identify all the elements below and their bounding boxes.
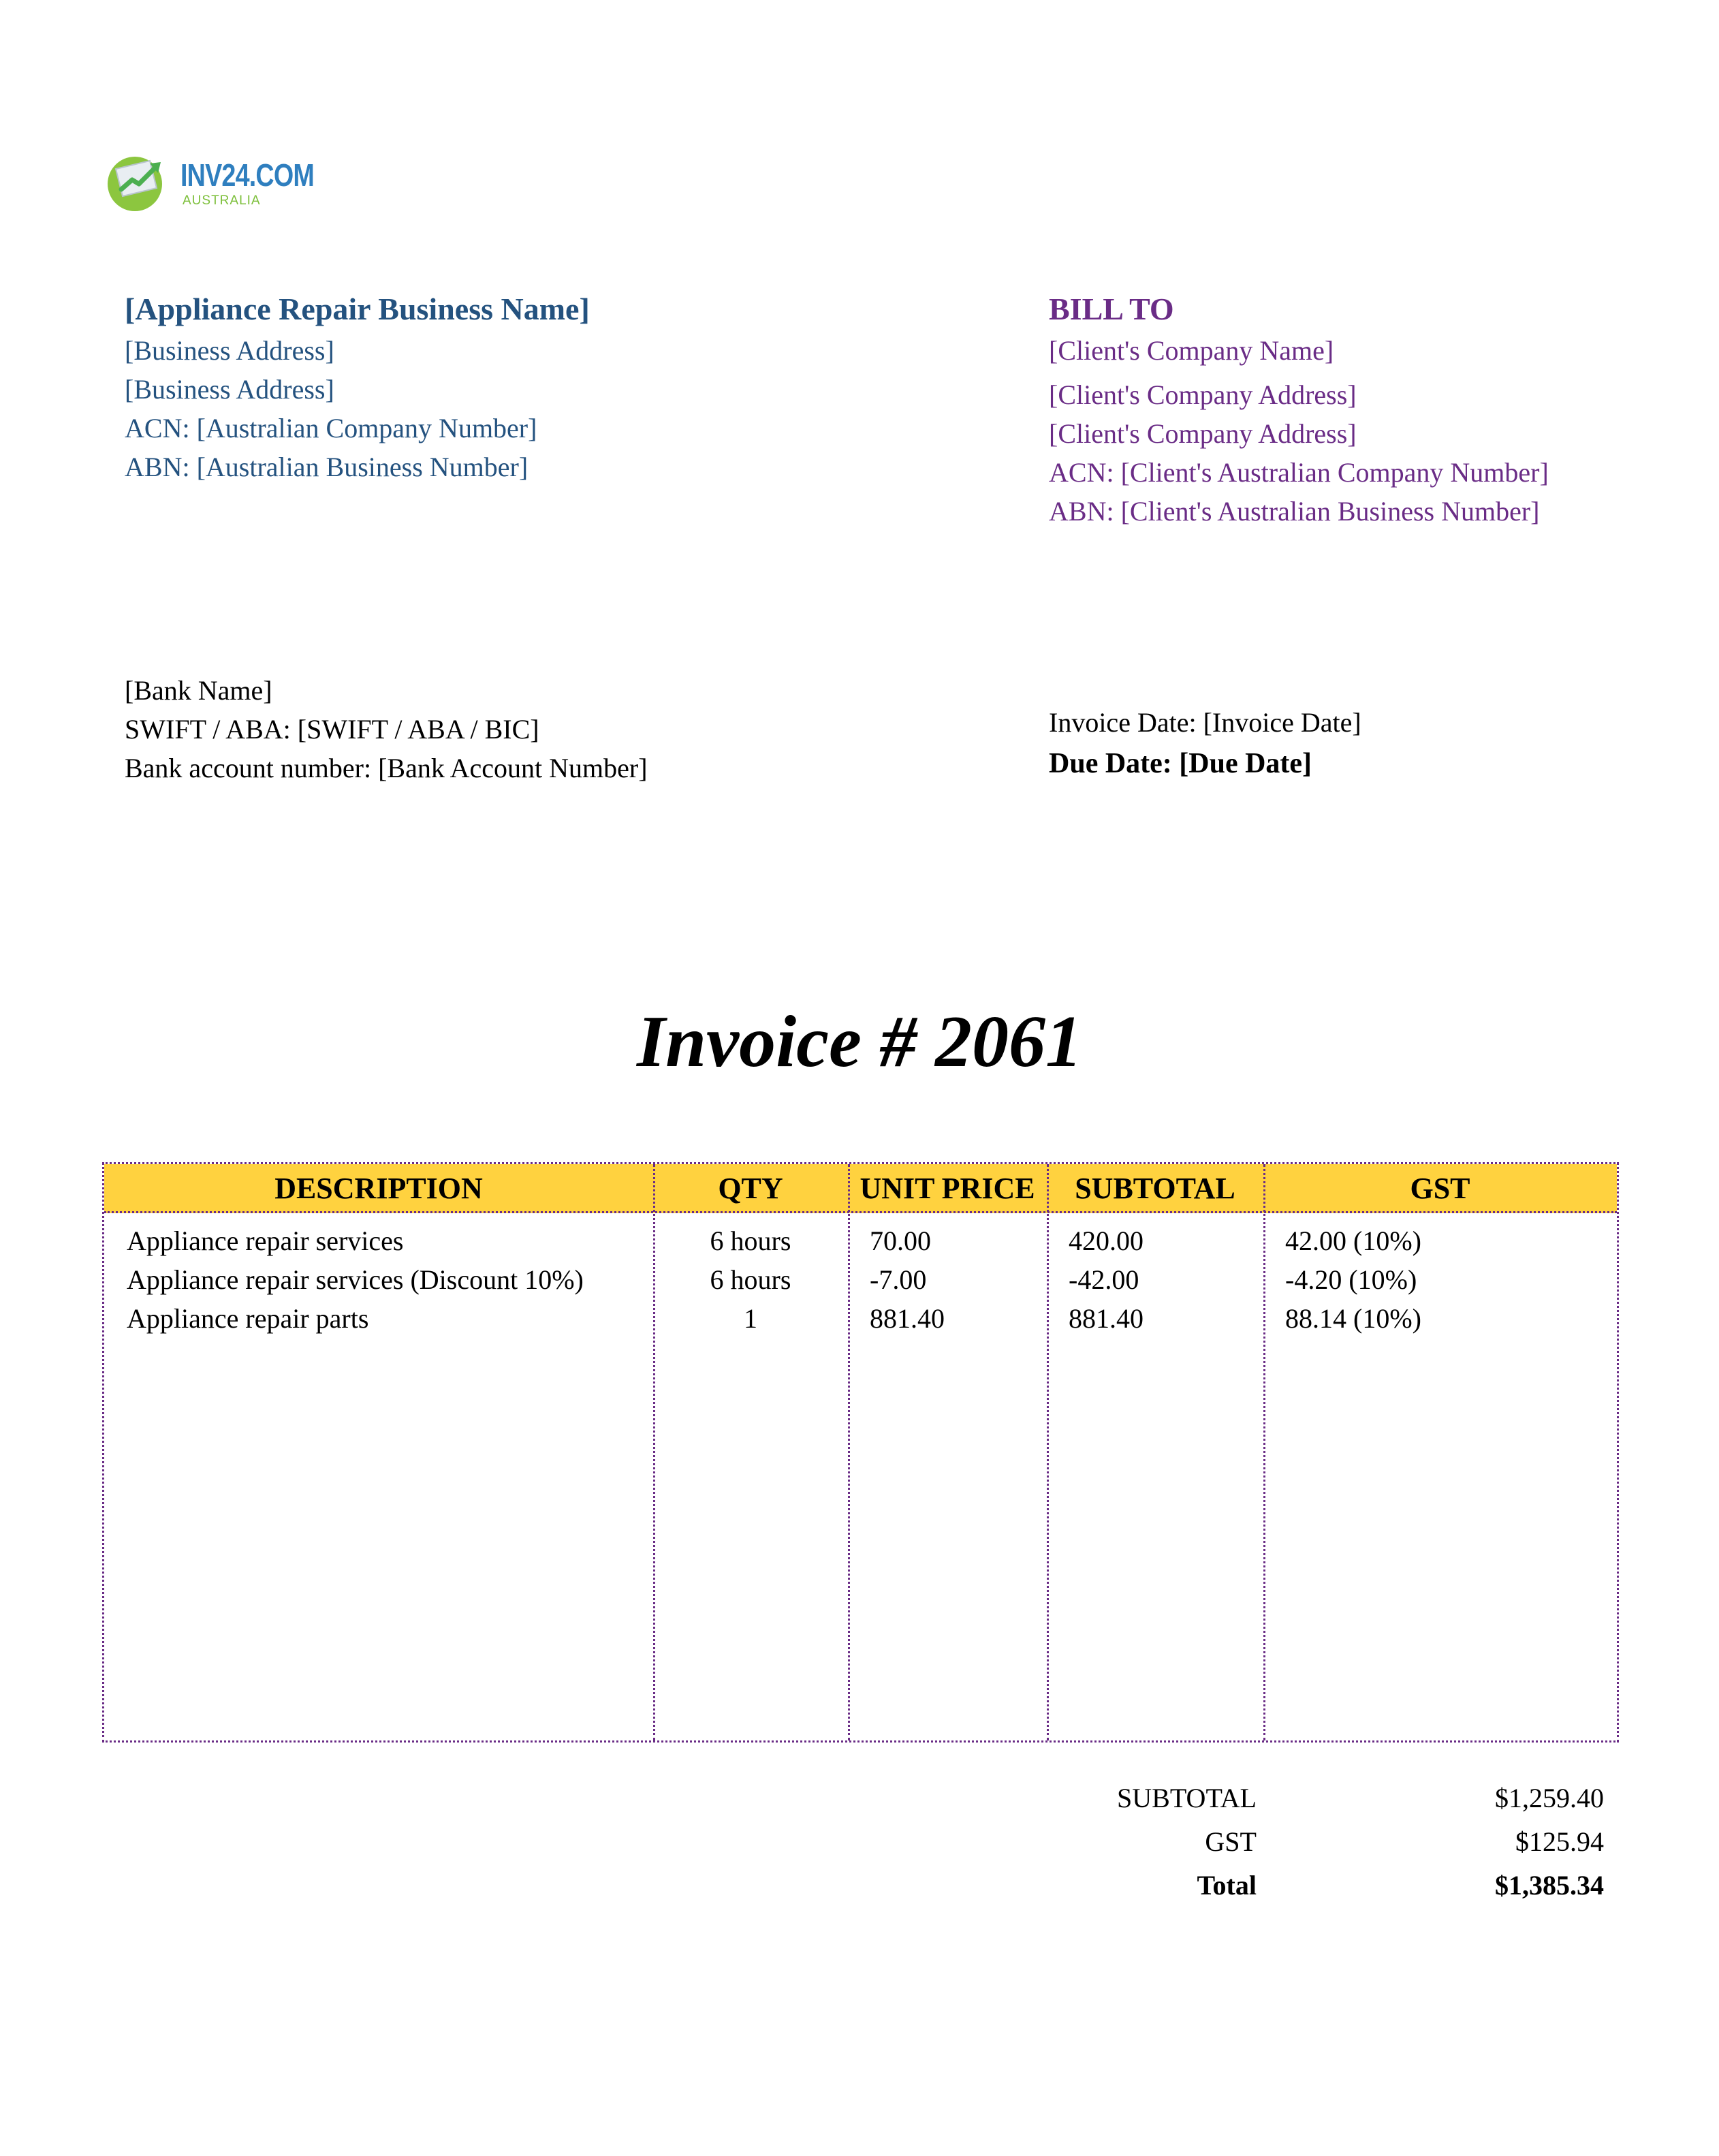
client-abn: ABN: [Client's Australian Business Number] — [1049, 496, 1540, 527]
row-description: Appliance repair services — [127, 1225, 404, 1256]
gst-label: GST — [1205, 1826, 1257, 1857]
logo-region-text: AUSTRALIA — [183, 193, 261, 208]
total-label: Total — [1197, 1870, 1257, 1901]
bill-to-info — [1049, 287, 1549, 531]
invoice-title: Invoice # 2061 — [637, 1001, 1082, 1082]
subtotal-value: $1,259.40 — [1495, 1783, 1604, 1813]
bank-swift: SWIFT / ABA: [SWIFT / ABA / BIC] — [125, 714, 539, 745]
invoice-dates — [1049, 702, 1361, 784]
row-unit-price: 881.40 — [870, 1303, 945, 1334]
bank-info — [125, 671, 648, 787]
row-unit-price: 70.00 — [870, 1225, 931, 1256]
row-qty: 1 — [744, 1303, 757, 1334]
table-row — [104, 1221, 1617, 1260]
business-name: [Appliance Repair Business Name] — [125, 292, 590, 326]
header-subtotal: SUBTOTAL — [1075, 1172, 1235, 1205]
table-row — [104, 1299, 1617, 1338]
table-header — [104, 1164, 1617, 1213]
business-address-1: [Business Address] — [125, 335, 334, 366]
invoice-date: Invoice Date: [Invoice Date] — [1049, 707, 1361, 738]
logo-icon — [102, 149, 173, 214]
row-description: Appliance repair services (Discount 10%) — [127, 1264, 584, 1295]
row-subtotal: 420.00 — [1069, 1225, 1144, 1256]
header-gst: GST — [1410, 1172, 1470, 1205]
client-acn: ACN: [Client's Australian Company Number] — [1049, 457, 1549, 488]
row-gst: 88.14 (10%) — [1285, 1303, 1421, 1334]
logo-brand-text: INV24.COM — [180, 157, 314, 193]
header-unit-price: UNIT PRICE — [860, 1172, 1035, 1205]
bank-account: Bank account number: [Bank Account Number] — [125, 753, 648, 783]
row-gst: 42.00 (10%) — [1285, 1225, 1421, 1256]
client-address-1: [Client's Company Address] — [1049, 379, 1357, 410]
company-logo — [102, 143, 327, 218]
business-address-2: [Business Address] — [125, 374, 334, 405]
business-info — [125, 287, 590, 486]
row-description: Appliance repair parts — [127, 1303, 369, 1334]
row-subtotal: 881.40 — [1069, 1303, 1144, 1334]
header-description: DESCRIPTION — [274, 1172, 483, 1205]
row-subtotal: -42.00 — [1069, 1264, 1139, 1295]
subtotal-label: SUBTOTAL — [1117, 1783, 1257, 1813]
table-row — [104, 1260, 1617, 1299]
business-acn: ACN: [Australian Company Number] — [125, 413, 537, 443]
business-abn: ABN: [Australian Business Number] — [125, 452, 529, 482]
due-date: Due Date: [Due Date] — [1049, 748, 1312, 779]
row-unit-price: -7.00 — [870, 1264, 927, 1295]
bill-to-title: BILL TO — [1049, 292, 1174, 326]
row-qty: 6 hours — [710, 1225, 791, 1256]
row-qty: 6 hours — [710, 1264, 791, 1295]
gst-value: $125.94 — [1515, 1826, 1604, 1857]
client-address-2: [Client's Company Address] — [1049, 418, 1357, 449]
client-company-name: [Client's Company Name] — [1049, 335, 1334, 366]
row-gst: -4.20 (10%) — [1285, 1264, 1417, 1295]
bank-name: [Bank Name] — [125, 675, 272, 706]
items-table — [102, 1162, 1619, 1743]
total-value: $1,385.34 — [1495, 1870, 1604, 1901]
header-qty: QTY — [718, 1172, 783, 1205]
